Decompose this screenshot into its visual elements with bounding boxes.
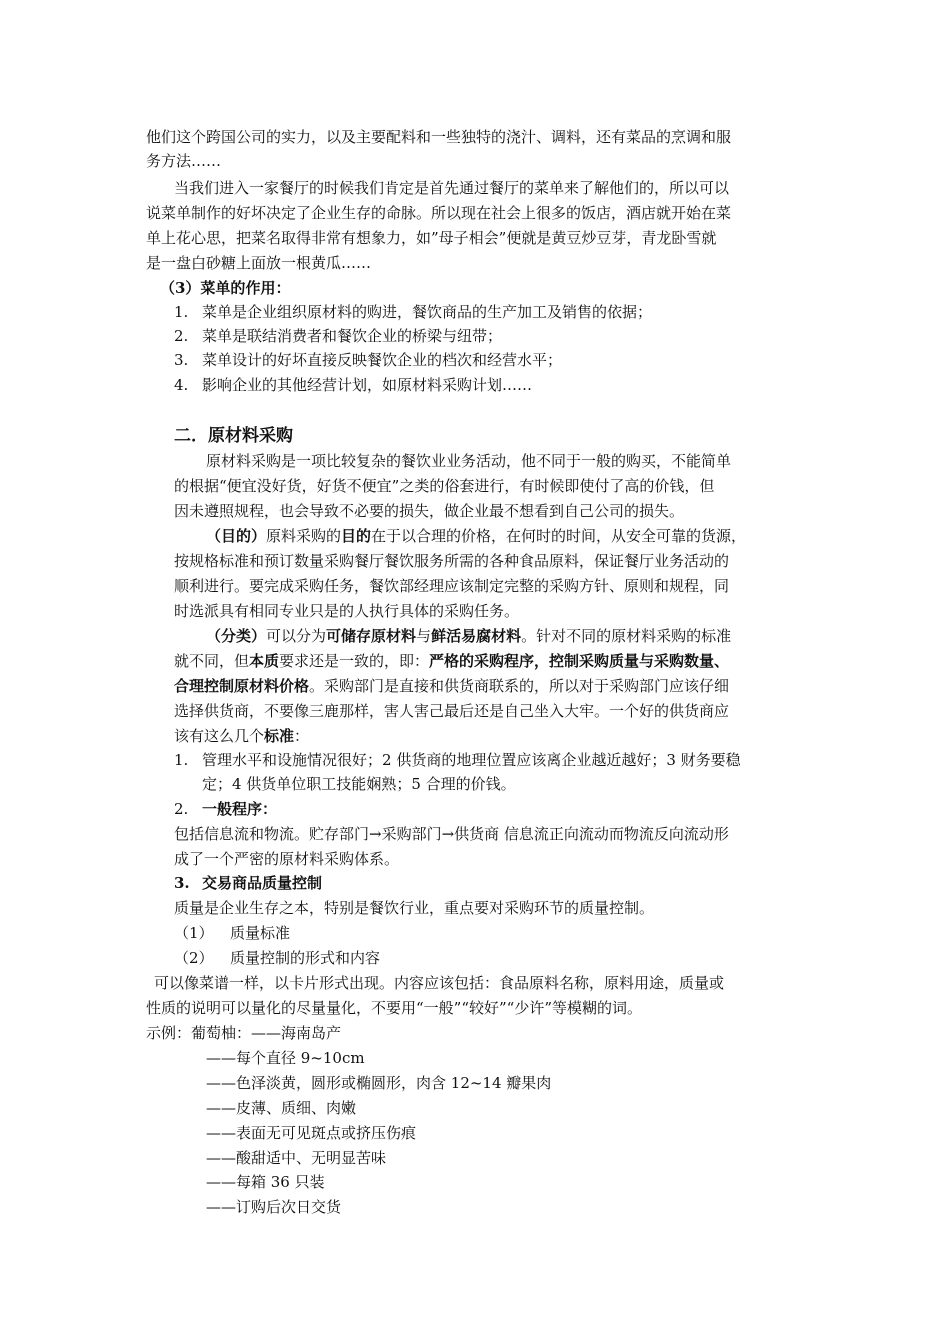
list-item [174, 871, 854, 895]
bold-term: 目的 [341, 527, 372, 545]
text-run: 在于以合理的价格，在何时的时间，从安全可靠的货源， [371, 527, 747, 545]
paragraph-line: 时选派具有相同专业只是的人执行具体的采购任务。 [174, 602, 520, 620]
paragraph-line: 务方法…… [146, 152, 222, 170]
paragraph-line: 的根据“便宜没好货，好货不便宜”之类的俗套进行，有时候即使付了高的价钱，但 [174, 477, 715, 495]
sub-number: （2） [174, 949, 214, 967]
list-item [174, 348, 854, 372]
list-number: 3. [174, 874, 190, 892]
paragraph-line: 当我们进入一家餐厅的时候我们肯定是首先通过餐厅的菜单来了解他们的，所以可以 [174, 179, 730, 197]
paragraph-line: 原材料采购是一项比较复杂的餐饮业业务活动，他不同于一般的购买，不能简单 [206, 452, 732, 470]
paragraph-line: 包括信息流和物流。贮存部门→采购部门→供货商 信息流正向流动而物流反向流动形 [174, 825, 729, 843]
text-run: 可以分为 [266, 627, 327, 645]
classify-line [206, 624, 886, 648]
list-number: 3. [174, 351, 189, 369]
example-label: 示例：葡萄柚：——海南岛产 [146, 1024, 342, 1042]
bold-term: 鲜活易腐材料 [431, 627, 522, 645]
paragraph-line: 是一盘白砂糖上面放一根黄瓜…… [146, 254, 372, 272]
menu-role-heading: （3）菜单的作用： [160, 279, 291, 297]
paragraph-line: 单上花心思，把菜名取得非常有想象力，如”母子相会”便就是黄豆炒豆芽，青龙卧雪就 [146, 229, 717, 247]
paragraph-line: 顺利进行。要完成采购任务，餐饮部经理应该制定完整的采购方针、原则和规程，同 [174, 577, 730, 595]
bold-term: 合理控制原材料价格 [174, 677, 310, 695]
list-text: 菜单设计的好坏直接反映餐饮企业的档次和经营水平； [202, 351, 563, 369]
list-item [174, 324, 854, 348]
section-title: 二．原材料采购 [174, 426, 293, 446]
list-text: 管理水平和设施情况很好；2 供货商的地理位置应该离企业越近越好；3 财务要稳 [202, 751, 741, 769]
purpose-label: （目的） [206, 527, 267, 545]
list-item [174, 797, 854, 821]
bold-term: 严格的采购程序，控制采购质量与采购数量、 [429, 652, 730, 670]
example-item: ——每箱 36 只装 [206, 1173, 325, 1191]
paragraph-line: 性质的说明可以量化的尽量量化，不要用“一般”“较好”“少许”等模糊的词。 [146, 999, 643, 1017]
list-item [174, 373, 854, 397]
list-text: 菜单是企业组织原材料的购进，餐饮商品的生产加工及销售的依据； [202, 303, 653, 321]
paragraph-line: 质量是企业生存之本，特别是餐饮行业，重点要对采购环节的质量控制。 [174, 899, 655, 917]
paragraph-line: 选择供货商，不要像三鹿那样，害人害己最后还是自己坐入大牢。一个好的供货商应 [174, 702, 730, 720]
paragraph-line: 因未遵照规程，也会导致不必要的损失，做企业最不想看到自己公司的损失。 [174, 502, 685, 520]
list-number: 2. [174, 800, 189, 818]
list-number: 2. [174, 327, 189, 345]
example-item: ——皮薄、质细、肉嫩 [206, 1099, 357, 1117]
paragraph-line: 按规格标准和预订数量采购餐厅餐饮服务所需的各种食品原料，保证餐厅业务活动的 [174, 552, 730, 570]
example-item: ——每个直径 9~10cm [206, 1049, 365, 1067]
example-item: ——订购后次日交货 [206, 1198, 342, 1216]
text-run: 就不同，但 [174, 652, 250, 670]
list-item [174, 748, 854, 772]
classify-line [174, 649, 854, 673]
bold-term: 标准 [264, 727, 295, 745]
list-number: 1. [174, 303, 189, 321]
text-run: 要求还是一致的，即： [279, 652, 430, 670]
list-heading: 交易商品质量控制 [202, 874, 323, 892]
bold-term: 可储存原材料 [326, 627, 417, 645]
sub-item [174, 921, 854, 945]
paragraph-line: 说菜单制作的好坏决定了企业生存的命脉。所以现在社会上很多的饭店，酒店就开始在菜 [146, 204, 732, 222]
list-heading: 一般程序： [202, 800, 278, 818]
list-text: 菜单是联结消费者和餐饮企业的桥梁与纽带； [202, 327, 503, 345]
sub-text: 质量标准 [230, 924, 291, 942]
example-item: ——酸甜适中、无明显苦味 [206, 1149, 387, 1167]
paragraph-line: 定；4 供货单位职工技能娴熟；5 合理的价钱。 [202, 775, 516, 793]
text-run: ： [294, 727, 310, 745]
text-run: 原料采购的 [266, 527, 342, 545]
list-text: 影响企业的其他经营计划，如原材料采购计划…… [202, 376, 533, 394]
classify-line [174, 674, 854, 698]
list-number: 4. [174, 376, 189, 394]
classify-label: （分类） [206, 627, 267, 645]
sub-text: 质量控制的形式和内容 [230, 949, 381, 967]
list-item [174, 300, 854, 324]
purpose-line [206, 524, 886, 548]
paragraph-line: 可以像菜谱一样，以卡片形式出现。内容应该包括：食品原料名称，原料用途，质量或 [154, 974, 725, 992]
classify-line [174, 724, 854, 748]
text-run: 与 [416, 627, 432, 645]
example-item: ——色泽淡黄，圆形或椭圆形，肉含 12~14 瓣果肉 [206, 1074, 552, 1092]
example-item: ——表面无可见斑点或挤压伤痕 [206, 1124, 417, 1142]
list-number: 1. [174, 751, 189, 769]
sub-item [174, 946, 854, 970]
sub-number: （1） [174, 924, 214, 942]
text-run: 该有这么几个 [174, 727, 265, 745]
paragraph-line: 成了一个严密的原材料采购体系。 [174, 850, 400, 868]
text-run: 。采购部门是直接和供货商联系的，所以对于采购部门应该仔细 [309, 677, 730, 695]
bold-term: 本质 [249, 652, 280, 670]
paragraph-line: 他们这个跨国公司的实力，以及主要配料和一些独特的浇汁、调料，还有菜品的烹调和服 [146, 128, 732, 146]
text-run: 。针对不同的原材料采购的标准 [521, 627, 732, 645]
